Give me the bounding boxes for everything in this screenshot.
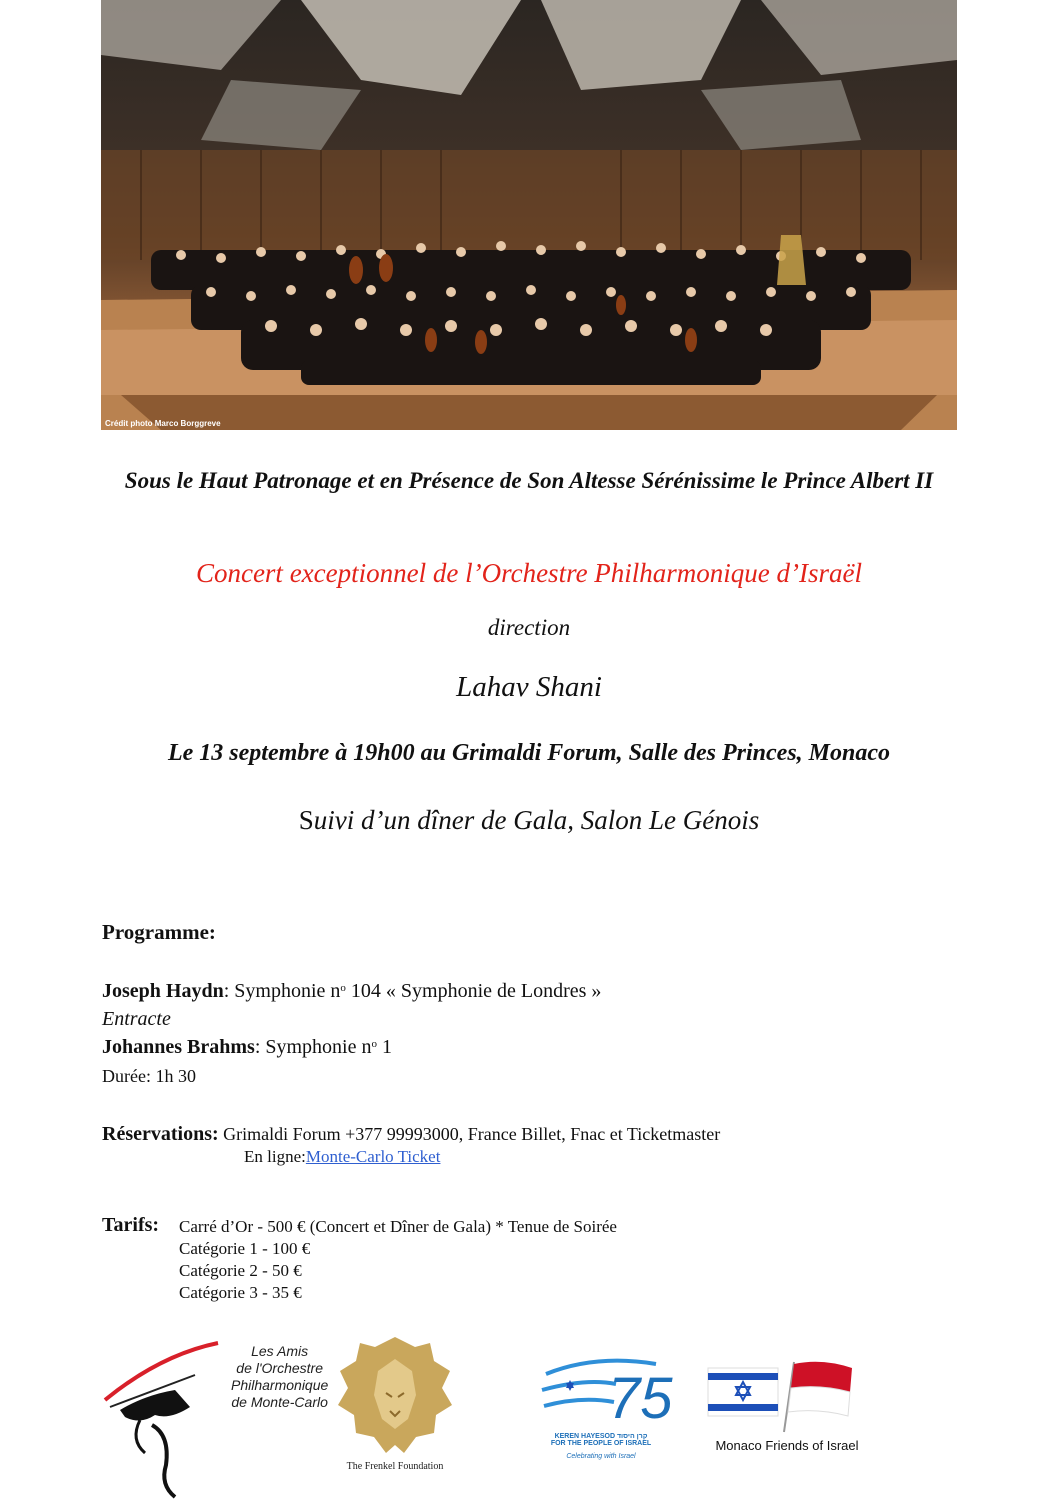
concert-title: Concert exceptionnel de l’Orchestre Philharmonique d’Israël <box>195 558 863 588</box>
conductor-name: Lahav Shani <box>456 671 602 703</box>
gala-dinner-line <box>0 805 1058 836</box>
logo-monaco-friends-israel <box>702 1358 872 1458</box>
logo-frenkel-foundation <box>330 1333 460 1493</box>
reservations-line <box>102 1123 720 1146</box>
keren-hayesod-75-icon <box>536 1350 673 1432</box>
gala-dinner-initial: S <box>298 805 314 835</box>
work-brahms-b: 1 <box>376 1036 392 1058</box>
amis-line-1: Les Amis <box>251 1343 309 1359</box>
composer-brahms: Johannes Brahms <box>102 1036 255 1058</box>
flags-icon <box>702 1358 872 1436</box>
event-date-venue: Le 13 septembre à 19h00 au Grimaldi Forum, Salle des Princes, Monaco <box>167 740 890 766</box>
tarif-carre-dor: Carré d’Or - 500 € (Concert et Dîner de Gala) * Tenue de Soirée <box>179 1217 617 1236</box>
amis-line-4: de Monte-Carlo <box>231 1394 328 1410</box>
patronage-line: Sous le Haut Patronage et en Présence de Son Altesse Sérénissime le Prince Albert II <box>124 468 934 493</box>
composer-haydn: Joseph Haydn <box>102 980 224 1002</box>
orchestra-photo-illustration <box>101 0 957 430</box>
monte-carlo-ticket-link[interactable]: Monte-Carlo Ticket <box>305 1147 441 1166</box>
keren-text <box>536 1433 666 1447</box>
tarifs-label: Tarifs: <box>102 1214 160 1236</box>
online-label: En ligne: <box>244 1147 306 1166</box>
reservations-text: Grimaldi Forum +377 99993000, France Billet, Fnac et Ticketmaster <box>218 1124 721 1144</box>
online-booking-line <box>244 1147 440 1167</box>
photo-credit: Crédit photo Marco Borggreve <box>105 419 221 428</box>
reservations-label: Réservations: <box>102 1123 219 1145</box>
keren-line-3: Celebrating with Israel <box>566 1453 636 1460</box>
gala-dinner-text: uivi d’un dîner de Gala, Salon Le Génois <box>313 805 760 835</box>
keren-line-1: KEREN HAYESOD קרן היסוד <box>554 1433 648 1440</box>
work-brahms-a: : Symphonie n <box>254 1036 372 1058</box>
tarif-categorie-2: Catégorie 2 - 50 € <box>179 1261 302 1280</box>
tarif-categorie-1: Catégorie 1 - 100 € <box>179 1239 311 1258</box>
programme-item-haydn <box>102 980 601 1003</box>
programme-interval: Entracte <box>102 1008 171 1030</box>
mfi-text: Monaco Friends of Israel <box>715 1438 859 1453</box>
programme-duration: Durée: 1h 30 <box>102 1066 196 1086</box>
work-brahms-sup: o <box>371 1038 377 1050</box>
direction-label: direction <box>487 615 571 640</box>
amis-line-3: Philharmonique <box>231 1377 329 1393</box>
amis-text <box>231 1343 328 1411</box>
programme-item-brahms <box>102 1036 392 1059</box>
lion-head-icon <box>330 1333 460 1458</box>
programme-heading: Programme: <box>102 920 216 944</box>
amis-line-2: de l'Orchestre <box>236 1360 323 1376</box>
logo-amis-orchestre <box>100 1335 329 1497</box>
keren-number: 75 <box>608 1366 673 1431</box>
orchestra-photo <box>101 0 957 430</box>
work-haydn-b: 104 « Symphonie de Londres » <box>345 980 602 1002</box>
tarif-categorie-3: Catégorie 3 - 35 € <box>179 1283 302 1302</box>
keren-line-2: FOR THE PEOPLE OF ISRAEL <box>550 1440 652 1447</box>
logo-keren-hayesod <box>536 1350 673 1468</box>
conductor-figure-icon <box>100 1335 230 1497</box>
work-haydn-a: : Symphonie n <box>223 980 341 1002</box>
frenkel-text: The Frenkel Foundation <box>346 1461 444 1472</box>
work-haydn-sup: o <box>340 982 346 994</box>
